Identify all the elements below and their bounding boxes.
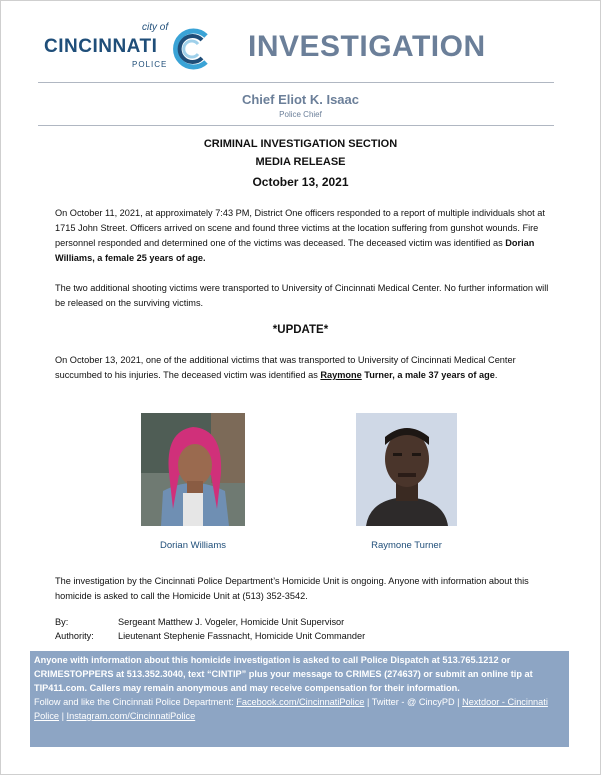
- logo-c-emblem-icon: [168, 26, 214, 72]
- header-divider-top: [38, 82, 554, 83]
- victim-1-identity: Dorian Williams, a female 25 years of age.: [55, 238, 535, 263]
- victim-1-caption: Dorian Williams: [160, 540, 226, 551]
- signature-authority-value: Lieutenant Stephenie Fassnacht, Homicide Unit Commander: [118, 631, 366, 641]
- signature-authority-label: Authority:: [55, 631, 94, 641]
- nextdoor-link[interactable]: Nextdoor - Cincinnati Police: [34, 697, 548, 721]
- update-heading: *UPDATE*: [272, 324, 329, 336]
- cincinnati-police-logo: [40, 22, 220, 74]
- tip-text: Anyone with information about this homicide investigation is asked to call Police Dispatch at 513.765.1212 or CRIMESTOPPERS at 513.352.3040, text “CINTIP” plus your message to CRIMES (274637) or submit an online tip at TIP411.com. Callers may remain anonymous and may receive compensation for their information.: [34, 655, 533, 693]
- chief-name: Chief Eliot K. Isaac: [241, 92, 360, 107]
- signature-by-value: Sergeant Matthew J. Vogeler, Homicide Unit Supervisor: [118, 617, 345, 627]
- victim-2-first-name: Raymone: [320, 370, 362, 380]
- signature-by-label: By:: [55, 617, 69, 627]
- victim-2-caption: Raymone Turner: [371, 540, 442, 551]
- section-heading: CRIMINAL INVESTIGATION SECTION: [203, 138, 398, 150]
- victim-2-photo: [356, 413, 457, 526]
- link-separator: |: [59, 711, 67, 721]
- paragraph-update-text: On October 13, 2021, one of the additional victims that was transported to University of Cincinnati Medical Center succumbed to his injuries. The deceased victim was identified as: [55, 355, 516, 380]
- chief-title: Police Chief: [279, 110, 322, 119]
- twitter-text[interactable]: | Twitter - @ CincyPD |: [364, 697, 463, 707]
- paragraph-update-end: .: [494, 370, 498, 380]
- logo-city-of: city of: [142, 22, 169, 33]
- signature-authority: [55, 630, 365, 643]
- paragraph-incident: [55, 206, 552, 266]
- tip-footer: [30, 651, 569, 747]
- release-type: MEDIA RELEASE: [255, 156, 346, 168]
- release-date: October 13, 2021: [252, 175, 349, 189]
- logo-police: POLICE: [132, 60, 168, 69]
- facebook-link[interactable]: Facebook.com/CincinnatiPolice: [236, 697, 365, 707]
- header-divider-bottom: [38, 125, 554, 126]
- paragraph-ongoing-investigation: The investigation by the Cincinnati Police Department’s Homicide Unit is ongoing. Anyone with information about this homicide is asked to call the Homicide Unit at (513) 352-3542.: [55, 576, 529, 601]
- signature-by: [55, 616, 344, 629]
- page-title: INVESTIGATION: [248, 30, 486, 63]
- paragraph-surviving-victims: The two additional shooting victims were transported to University of Cincinnati Medical Center. No further information will be released on the surviving victims.: [55, 283, 549, 308]
- paragraph-update: [55, 353, 552, 383]
- paragraph-incident-text: On October 11, 2021, at approximately 7:43 PM, District One officers responded to a report of multiple individuals shot at 1715 John Street. Officers arrived on scene and found three victims at the location suffering from gunshot wounds. Fire personnel responded and determined one of the victims was deceased. The deceased victim was identified as: [55, 208, 545, 248]
- social-links: [34, 695, 565, 723]
- logo-name: CINCINNATI: [44, 36, 158, 57]
- victim-1-photo: [141, 413, 245, 526]
- instagram-link[interactable]: Instagram.com/CincinnatiPolice: [66, 711, 196, 721]
- follow-text: Follow and like the Cincinnati Police Department:: [34, 697, 237, 707]
- victim-2-identity: Turner, a male 37 years of age: [361, 370, 495, 380]
